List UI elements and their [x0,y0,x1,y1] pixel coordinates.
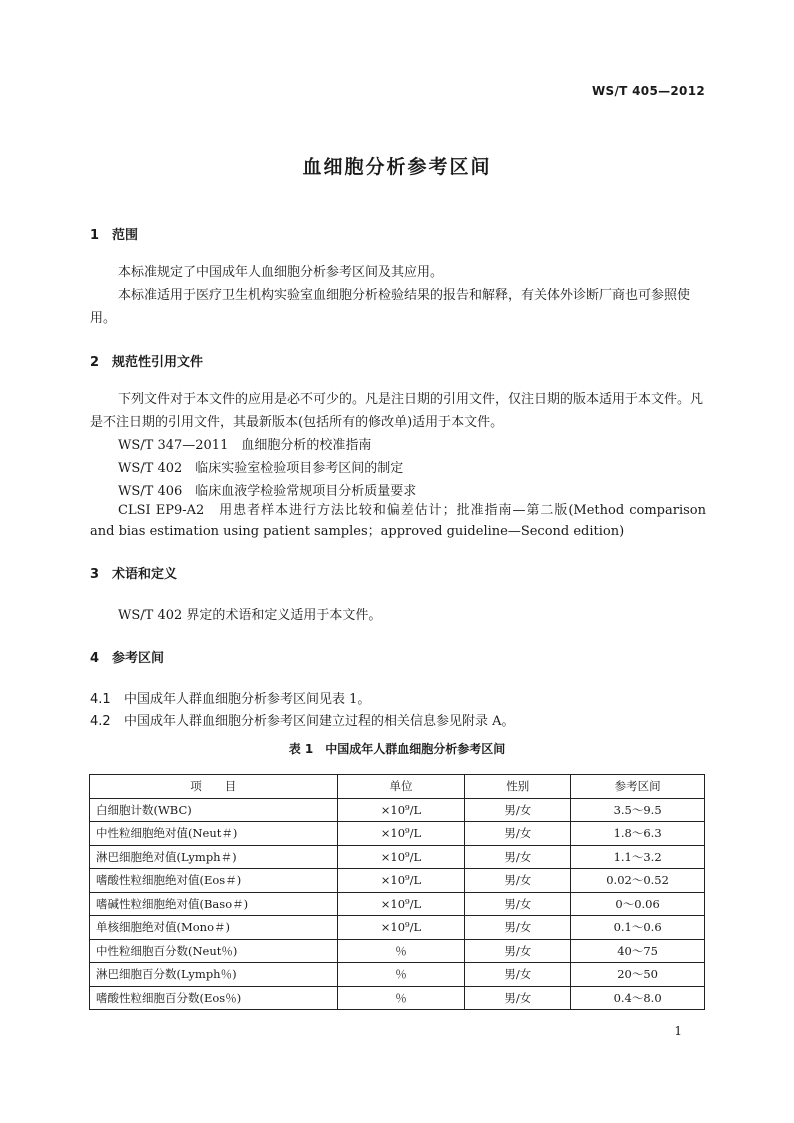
cell-reference-interval: 1.1～3.2 [571,845,705,869]
table-row [90,869,705,893]
section-number: 4 [90,651,100,666]
section-2-heading [90,351,203,370]
normative-reference-clsi-line-1: CLSI EP9-A2 用患者样本进行方法比较和偏差估计；批准指南—第二版(Method comparison [118,503,706,518]
cell-sex: 男/女 [465,845,571,869]
cell-reference-interval: 0～0.06 [571,892,705,916]
table-row [90,986,705,1010]
cell-sex: 男/女 [465,963,571,987]
cell-unit: ％ [337,986,465,1010]
normative-reference: WS/T 402 临床实验室检验项目参考区间的制定 [118,461,404,476]
cell-item: 中性粒细胞绝对值(Neut＃) [90,822,338,846]
section-title: 范围 [112,228,139,243]
clause-text: 中国成年人群血细胞分析参考区间见表 1。 [124,692,371,707]
section-title: 参考区间 [112,651,165,666]
table-row [90,916,705,940]
cell-item: 白细胞计数(WBC) [90,798,338,822]
normative-reference: WS/T 406 临床血液学检验常规项目分析质量要求 [118,484,417,499]
table-row [90,892,705,916]
column-header-reference-interval: 参考区间 [571,775,705,799]
cell-sex: 男/女 [465,986,571,1010]
table-row [90,845,705,869]
table-row [90,963,705,987]
cell-reference-interval: 0.4～8.0 [571,986,705,1010]
cell-sex: 男/女 [465,822,571,846]
cell-item: 嗜酸性粒细胞百分数(Eos％) [90,986,338,1010]
cell-item: 淋巴细胞绝对值(Lymph＃) [90,845,338,869]
clause-4-2 [90,710,515,729]
cell-item: 中性粒细胞百分数(Neut％) [90,939,338,963]
section-title: 规范性引用文件 [112,355,204,370]
column-header-item: 项 目 [90,775,338,799]
cell-unit: ×10⁹/L [337,798,465,822]
cell-sex: 男/女 [465,939,571,963]
cell-sex: 男/女 [465,892,571,916]
cell-unit: ×10⁹/L [337,892,465,916]
section-number: 3 [90,567,100,582]
section-number: 2 [90,355,100,370]
column-header-unit: 单位 [337,775,465,799]
cell-sex: 男/女 [465,869,571,893]
section-1-paragraph-2: 本标准适用于医疗卫生机构实验室血细胞分析检验结果的报告和解释，有关体外诊断厂商也可参照使用。 [90,288,691,326]
cell-reference-interval: 0.1～0.6 [571,916,705,940]
cell-sex: 男/女 [465,916,571,940]
cell-reference-interval: 1.8～6.3 [571,822,705,846]
section-1-paragraph-1: 本标准规定了中国成年人血细胞分析参考区间及其应用。 [118,265,444,280]
cell-reference-interval: 3.5～9.5 [571,798,705,822]
section-title: 术语和定义 [112,567,178,582]
section-1-heading [90,224,138,243]
column-header-sex: 性别 [465,775,571,799]
section-3-paragraph-1: WS/T 402 界定的术语和定义适用于本文件。 [118,608,382,623]
section-3-heading [90,563,177,582]
normative-reference-clsi-line-2: and bias estimation using patient samples；approved guideline—Second edition) [90,524,625,539]
cell-item: 单核细胞绝对值(Mono＃) [90,916,338,940]
section-4-heading [90,647,164,666]
cell-item: 嗜酸性粒细胞绝对值(Eos＃) [90,869,338,893]
cell-item: 淋巴细胞百分数(Lymph％) [90,963,338,987]
page-number: 1 [674,1024,682,1038]
clause-text: 中国成年人群血细胞分析参考区间建立过程的相关信息参见附录 A。 [124,714,515,729]
table-caption: 表 1 中国成年人群血细胞分析参考区间 [288,742,506,756]
table-row [90,939,705,963]
cell-reference-interval: 20～50 [571,963,705,987]
table-header-row [90,775,705,799]
cell-reference-interval: 0.02～0.52 [571,869,705,893]
clause-number: 4.1 [90,692,111,707]
cell-item: 嗜碱性粒细胞绝对值(Baso＃) [90,892,338,916]
cell-unit: ×10⁹/L [337,916,465,940]
document-title: 血细胞分析参考区间 [302,156,492,178]
cell-unit: ×10⁹/L [337,845,465,869]
section-number: 1 [90,228,100,243]
table-row [90,822,705,846]
standard-code: WS/T 405—2012 [592,84,705,98]
section-2-paragraph-1: 下列文件对于本文件的应用是必不可少的。凡是注日期的引用文件，仅注日期的版本适用于本文件。凡是不注日期的引用文件，其最新版本(包括所有的修改单)适用于本文件。 [90,392,704,430]
clause-4-1 [90,688,370,707]
cell-unit: ×10⁹/L [337,822,465,846]
cell-unit: ％ [337,939,465,963]
cell-unit: ×10⁹/L [337,869,465,893]
cell-unit: ％ [337,963,465,987]
reference-interval-table [89,774,705,1010]
table-row [90,798,705,822]
clause-number: 4.2 [90,714,111,729]
cell-sex: 男/女 [465,798,571,822]
cell-reference-interval: 40～75 [571,939,705,963]
normative-reference: WS/T 347—2011 血细胞分析的校准指南 [118,438,372,453]
